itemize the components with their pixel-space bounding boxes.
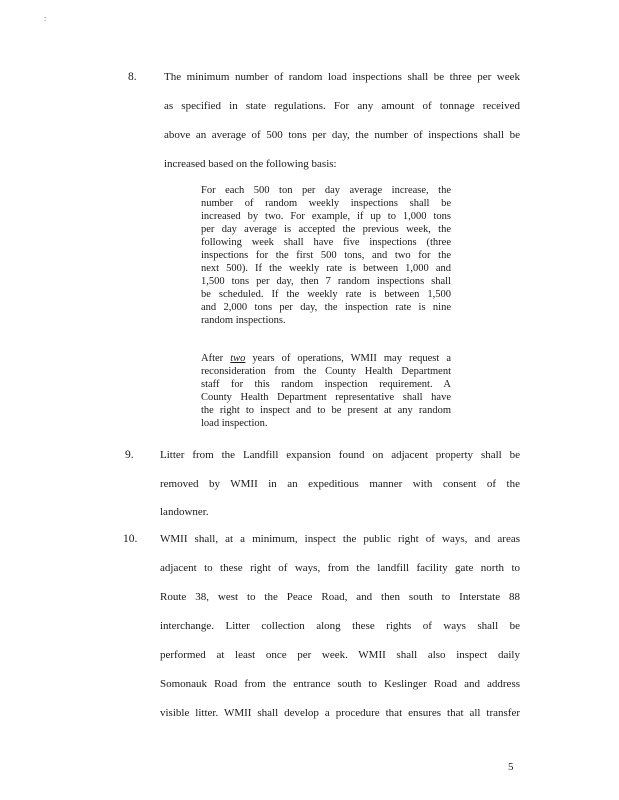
paragraph-line: performed at least once per week. WMII shall also inspect daily (160, 649, 520, 661)
corner-mark: : (44, 14, 47, 23)
paragraph-line: The minimum number of random load inspections shall be three per week (164, 71, 520, 83)
quote-line: per day average is accepted the previous week, the (201, 224, 451, 235)
quote-line (201, 352, 451, 365)
block-quote (201, 352, 451, 430)
page-number: 5 (508, 761, 514, 773)
block-quote (201, 184, 451, 327)
paragraph-line: as specified in state regulations. For any amount of tonnage received (164, 100, 520, 112)
paragraph-line: above an average of 500 tons per day, the number of inspections shall be (164, 129, 520, 141)
quote-line: following week shall have five inspections (three (201, 237, 451, 248)
quote-line: County Health Department representative shall have (201, 392, 451, 403)
quote-line: 1,500 tons per day, then 7 random inspections shall (201, 276, 451, 287)
quote-line: staff for this random inspection requirement. A (201, 379, 451, 390)
paragraph-line: Route 38, west to the Peace Road, and then south to Interstate 88 (160, 591, 520, 603)
quote-line: random inspections. (201, 315, 286, 326)
quote-line: be scheduled. If the weekly rate is between 1,500 (201, 289, 451, 300)
quote-line: the right to inspect and to be present at any random (201, 405, 451, 416)
quote-text: years of operations, WMII may request a (245, 353, 451, 364)
item-number: 8. (128, 71, 137, 83)
quote-line: For each 500 ton per day average increase, the (201, 185, 451, 196)
paragraph-line: increased based on the following basis: (164, 158, 337, 170)
quote-text: After (201, 353, 231, 364)
paragraph-line: Somonauk Road from the entrance south to Keslinger Road and address (160, 678, 520, 690)
paragraph-line: visible litter. WMII shall develop a procedure that ensures that all transfer (160, 707, 520, 719)
quote-line: reconsideration from the County Health Department (201, 366, 451, 377)
quote-line: and 2,000 tons per day, the inspection rate is nine (201, 302, 451, 313)
paragraph-line: removed by WMII in an expeditious manner with consent of the (160, 478, 520, 490)
item-number: 10. (123, 533, 138, 545)
item-number: 9. (125, 449, 134, 461)
emphasized-text: two (230, 353, 246, 364)
paragraph-line: WMII shall, at a minimum, inspect the public right of ways, and areas (160, 533, 520, 545)
paragraph-line: landowner. (160, 506, 209, 518)
paragraph-line: Litter from the Landfill expansion found on adjacent property shall be (160, 449, 520, 461)
paragraph-line: adjacent to these right of ways, from the landfill facility gate north to (160, 562, 520, 574)
quote-line: increased by two. For example, if up to 1,000 tons (201, 211, 451, 222)
quote-line: next 500). If the weekly rate is between 1,000 and (201, 263, 451, 274)
quote-line: inspections for the first 500 tons, and two for the (201, 250, 451, 261)
paragraph-line: interchange. Litter collection along these rights of ways shall be (160, 620, 520, 632)
quote-line: load inspection. (201, 418, 268, 429)
quote-line: number of random weekly inspections shall be (201, 198, 451, 209)
